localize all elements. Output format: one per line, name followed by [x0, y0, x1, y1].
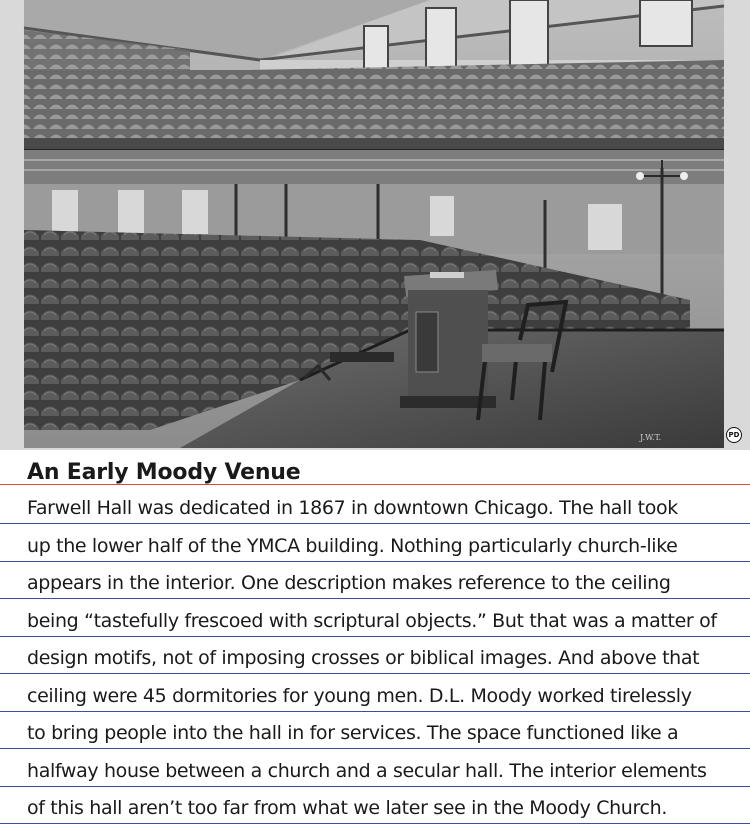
body-line-7: to bring people into the hall in for services. The space functioned like a [27, 722, 679, 744]
body-line-3: appears in the interior. One description makes reference to the ceiling [27, 572, 671, 594]
body-line-6: ceiling were 45 dormitories for young men. D.L. Moody worked tirelessly [27, 685, 692, 707]
line-rule [0, 636, 750, 637]
line-rule [0, 523, 750, 524]
body-line-1: Farwell Hall was dedicated in 1867 in downtown Chicago. The hall took [27, 497, 678, 519]
line-rule [0, 748, 750, 749]
title-rule [0, 484, 750, 485]
public-domain-badge: PD [726, 427, 742, 443]
body-line-4: being “tastefully frescoed with scriptural objects.” But that was a matter of [27, 610, 717, 632]
body-line-5: design motifs, not of imposing crosses or biblical images. And above that [27, 647, 700, 669]
article-title: An Early Moody Venue [27, 460, 301, 485]
body-line-2: up the lower half of the YMCA building. Nothing particularly church-like [27, 535, 678, 557]
line-rule [0, 823, 750, 824]
line-rule [0, 561, 750, 562]
line-rule [0, 598, 750, 599]
body-line-9: of this hall aren’t too far from what we later see in the Moody Church. [27, 797, 668, 819]
line-rule [0, 711, 750, 712]
body-line-8: halfway house between a church and a secular hall. The interior elements [27, 760, 707, 782]
line-rule [0, 673, 750, 674]
artist-signature: J.W.T. [640, 433, 662, 442]
line-rule [0, 786, 750, 787]
